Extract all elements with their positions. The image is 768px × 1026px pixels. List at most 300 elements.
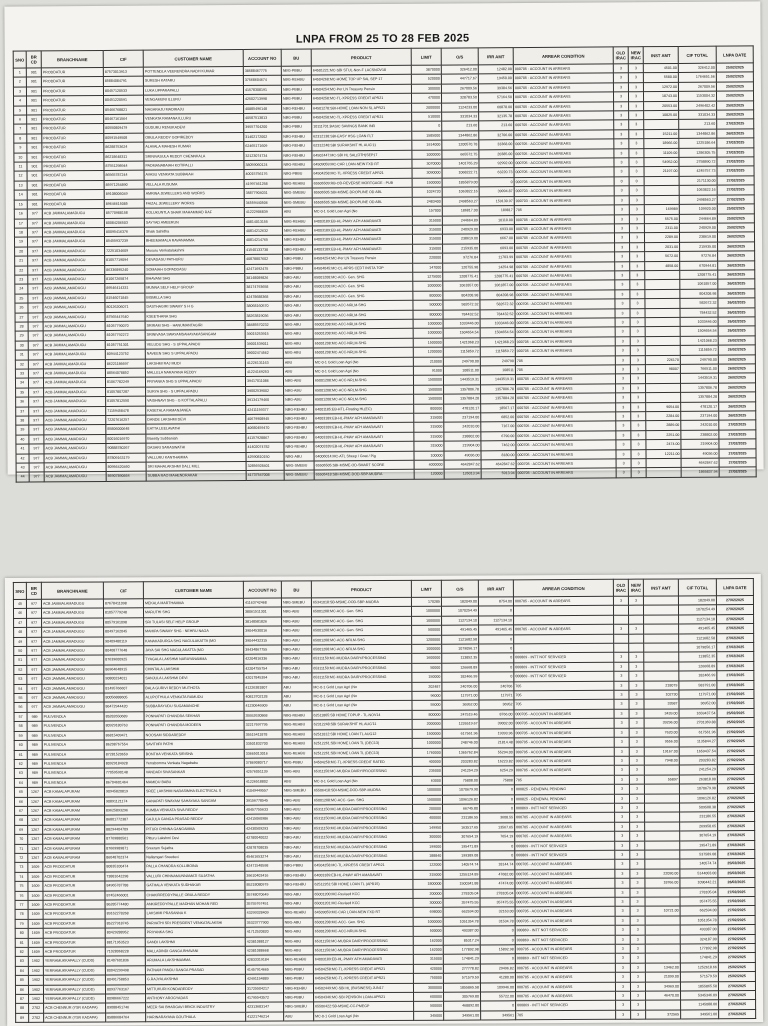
table-cell: 26/02/2025 xyxy=(718,307,755,317)
lnpa-table-bottom xyxy=(13,578,756,1023)
table-cell: 977 xyxy=(27,209,42,219)
table-cell: PRODDATUR xyxy=(41,67,103,77)
table-cell: 1226519.67 xyxy=(442,719,479,729)
table-cell: 39134179460 xyxy=(246,395,284,405)
table-cell: 80929184928 xyxy=(104,759,144,769)
table-cell: 000869 - INTT NOT SERVICED xyxy=(515,954,615,964)
table-cell: 16 xyxy=(14,209,27,218)
table-cell: 69 xyxy=(15,825,28,834)
table-cell: 70 xyxy=(15,835,28,844)
table-cell: 65001208:MC-ACC-NRLM-SHG xyxy=(312,635,412,645)
table-cell: 40015756176 xyxy=(244,170,282,180)
table-cell xyxy=(645,841,680,851)
table-cell: 20385.00 xyxy=(479,149,514,159)
table-cell: 1401765.29 xyxy=(442,159,479,169)
table-cell: 3 xyxy=(628,596,643,605)
table-cell: 27/02/2025 xyxy=(719,439,756,449)
column-header: ACCOUNT NO xyxy=(243,581,281,598)
table-cell: 7462.00 xyxy=(481,441,516,451)
report-sheet-bottom xyxy=(5,574,763,1026)
table-cell: 3 xyxy=(629,794,644,803)
table-cell: 62512261:SBI HOME LOAN TL (DEC13) xyxy=(312,738,412,748)
table-cell xyxy=(645,289,680,299)
table-cell: 85886684764 xyxy=(106,1013,146,1023)
table-cell: 80016016970 xyxy=(106,434,146,444)
table-cell: 1267 xyxy=(28,825,43,834)
table-cell: 76 xyxy=(15,891,28,900)
table-cell: 977 xyxy=(28,275,43,285)
table-cell: 35748070649 xyxy=(245,890,283,900)
table-cell: NOOSAM SIDDAREDDY xyxy=(144,730,244,740)
table-cell: 2702 xyxy=(29,1013,44,1022)
table-cell: ACB JAMMALAMADUGU xyxy=(42,237,104,247)
table-cell: 493387.00 xyxy=(680,925,718,935)
table-cell: 43 xyxy=(16,463,29,472)
table-cell: NBG-ABU xyxy=(282,645,312,655)
table-cell: ABU xyxy=(284,1012,314,1022)
table-cell: 000705 - ACCOUNT IN ARREARS xyxy=(515,318,615,328)
column-header: BRANCHNAME xyxy=(41,582,103,599)
table-cell: 8766.00 xyxy=(479,710,514,720)
table-cell: 3 xyxy=(629,671,644,680)
table-cell: 215935.00 xyxy=(680,242,718,252)
table-cell: VELUDU SHG - S UPPALAPADU xyxy=(145,339,245,349)
table-cell: ACB JAMMALAMADUGU xyxy=(42,209,104,219)
table-cell: 44 xyxy=(16,472,29,481)
table-cell: 447717.67 xyxy=(441,74,478,84)
table-cell: 26/02/2025 xyxy=(719,392,756,402)
table-cell: 200000 xyxy=(413,804,443,814)
table-cell: ACB JAMMALAMADUGU xyxy=(43,293,105,303)
column-header: LNPA DATE xyxy=(716,579,753,596)
table-cell: 000705 - ACCOUNT IN ARREARS xyxy=(514,111,614,121)
table-cell: 27/02/2025 xyxy=(717,737,754,747)
table-cell: 97276.84 xyxy=(680,251,718,261)
table-cell: 65001201:MC-Revised KCC xyxy=(313,898,413,908)
table-cell: NBG-PBBU xyxy=(284,993,314,1003)
table-cell: 537589.08 xyxy=(680,850,718,860)
table-cell: 600000 xyxy=(414,992,444,1002)
table-cell: 3 xyxy=(614,158,629,168)
table-cell: 86964648915 xyxy=(104,665,144,675)
table-cell: 86048702374 xyxy=(105,853,145,863)
table-cell: 000705 - ACCOUNT IN ARREARS xyxy=(515,374,615,384)
table-cell: 3 xyxy=(615,963,630,972)
table-cell: 9556.00 xyxy=(644,737,679,747)
table-cell xyxy=(645,897,680,907)
table-cell: ACB JAMMALAMADUGU xyxy=(44,463,106,473)
table-cell: 1504654.54 xyxy=(443,328,480,338)
table-cell: 0 xyxy=(614,177,629,187)
table-cell: 670944.81 xyxy=(680,261,718,271)
table-cell: 977 xyxy=(29,463,44,473)
table-cell: 300000 xyxy=(413,898,443,908)
table-cell: 571579.59 xyxy=(443,973,480,983)
table-cell: 1609 xyxy=(28,863,43,872)
table-cell: 126013.94 xyxy=(444,469,481,479)
table-cell: 1357806.78 xyxy=(481,384,516,394)
table-cell: NBG-SMEBU xyxy=(282,786,312,796)
table-cell: 102730 xyxy=(644,690,679,700)
table-cell: 62511812:SBI HOME LOAN TL AUG12 xyxy=(312,729,412,739)
table-cell: 80929180763 xyxy=(104,721,144,731)
table-cell: 1902 xyxy=(28,985,43,994)
table-cell: 16223.82 xyxy=(479,757,514,767)
table-cell: 4 xyxy=(14,96,27,105)
table-cell: 65001208:MC-ACC- Gen. SHG xyxy=(311,607,411,617)
table-cell: 3 xyxy=(613,64,628,74)
table-cell: 8754.00 xyxy=(478,597,513,607)
table-cell: 3 xyxy=(629,653,644,662)
table-cell: NBG-PBBU xyxy=(282,758,312,768)
table-cell: 1609 xyxy=(28,881,43,890)
table-cell: 75 xyxy=(15,882,28,891)
table-cell: MARUTHI SHG xyxy=(143,608,243,618)
table-cell: 1070679.90 xyxy=(442,785,479,795)
report-title: LNPA FROM 25 TO 28 FEB 2025 xyxy=(295,32,470,46)
table-cell: 000705 - ACCOUNT IN ARREARS xyxy=(516,440,616,450)
table-cell: 40878807602 xyxy=(245,254,283,264)
table-cell: 140574.74 xyxy=(680,859,718,869)
table-cell: AVASU VENKATA SUBBAIAH xyxy=(144,170,244,180)
table-cell: 3 xyxy=(629,130,644,140)
table-cell: 18966.00 xyxy=(644,139,679,149)
table-cell: NBG-REHBU xyxy=(283,880,313,890)
table-cell: NBG-ABU xyxy=(283,927,313,937)
table-cell: 59 xyxy=(14,731,27,740)
table-cell: 500000 xyxy=(412,625,442,635)
table-cell: 977 xyxy=(28,378,43,388)
table-cell: 38148581826 xyxy=(244,617,282,627)
table-cell: 89646615085 xyxy=(104,199,144,209)
table-cell: 31725504217 xyxy=(245,984,283,994)
table-cell: 000705 - ACCOUNT IN ARREARS xyxy=(513,64,613,74)
table-cell: 705 xyxy=(514,700,614,710)
table-cell: ACB JAMMALAMADUGU xyxy=(43,340,105,350)
table-cell: 315000 xyxy=(413,244,443,254)
table-cell: 39384.56 xyxy=(478,83,513,93)
table-cell: 0 xyxy=(479,634,514,644)
table-cell: SRINIVASA SWAYAMSAHAYAKASANGAM xyxy=(145,330,245,340)
table-cell: 000705 - ACCOUNT IN ARREARS xyxy=(514,177,614,187)
table-cell: 2483400 xyxy=(412,197,442,207)
table-cell: 80835100474 xyxy=(105,862,145,872)
table-cell: 315000 xyxy=(414,432,444,442)
table-cell: NBG-REHBU xyxy=(284,442,314,452)
table-cell: 1865837.94 xyxy=(681,468,719,478)
table-cell: 2701369.88 xyxy=(679,718,717,728)
table-cell: 10110.00 xyxy=(479,215,514,225)
table-cell: 82 xyxy=(15,947,28,956)
table-cell: NBG-ABU xyxy=(283,805,313,815)
table-cell: 3 xyxy=(615,831,630,840)
table-cell: 326412.00 xyxy=(678,63,716,73)
table-cell: 705 xyxy=(515,365,615,375)
table-cell: 3 xyxy=(631,383,646,393)
table-cell: 977 xyxy=(29,397,44,407)
table-cell xyxy=(644,195,679,205)
table-cell: 901 xyxy=(27,200,42,210)
table-cell: 25/02/2025 xyxy=(716,91,753,101)
table-cell xyxy=(514,615,614,625)
table-cell: 989 xyxy=(27,731,42,740)
table-cell: NBG-PBBU xyxy=(281,94,311,104)
table-cell xyxy=(645,925,680,935)
table-cell: 000705 - ACCOUNT IN ARREARS xyxy=(514,224,614,234)
table-cell: 3 xyxy=(615,803,630,812)
table-cell: 1153004.32 xyxy=(678,91,716,101)
table-cell: 32856928401 xyxy=(246,461,284,471)
table-cell: 400000 xyxy=(412,757,442,767)
table-cell: NBG-ABU xyxy=(283,946,313,956)
table-cell: 117971 xyxy=(479,691,514,701)
table-cell: 000705 - ACCOUNT IN ARREARS xyxy=(515,280,615,290)
column-header: CIF xyxy=(103,50,143,67)
table-cell: 3 xyxy=(614,747,629,756)
table-cell: ACB PRODDATUR xyxy=(43,919,105,929)
table-cell: 26/02/2025 xyxy=(718,298,755,308)
table-cell: 3 xyxy=(613,596,628,605)
table-cell: ACB PRODDATUR xyxy=(43,947,105,957)
table-cell: 20 xyxy=(15,247,28,256)
table-cell: 3 xyxy=(615,860,630,869)
table-cell: NBG-REHBU xyxy=(282,711,312,721)
table-cell: 27/02/2025 xyxy=(718,925,755,935)
table-cell: 56 xyxy=(14,703,27,712)
table-cell: PULIVENDLA xyxy=(42,749,104,759)
table-cell: 3 xyxy=(631,449,646,459)
table-cell: 4245757.73 xyxy=(679,167,717,177)
table-cell: ACB JAMMALAMADUGU xyxy=(43,350,105,360)
table-cell: 1357884.28 xyxy=(444,394,481,404)
table-cell: LAKSHMI RAJ MUDI xyxy=(145,358,245,368)
table-cell: 1121682.58 xyxy=(679,633,717,643)
table-cell: 000705 - ACCOUNT IN ARREARS xyxy=(514,233,614,243)
table-cell: ALAVALA MAHESH KUMAR xyxy=(144,142,244,152)
table-cell: NBG-REHBU xyxy=(282,748,312,758)
table-cell: NBG-ABU xyxy=(283,339,313,349)
table-cell: 65506505:SBI-MSME-DROPLINE OD ABL xyxy=(312,188,412,198)
table-cell: 81 xyxy=(15,938,28,947)
table-cell: 15211.00 xyxy=(644,129,679,139)
table-cell: 977 xyxy=(28,303,43,313)
table-cell: NBG-ABU xyxy=(281,607,311,617)
table-cell: 3 xyxy=(629,186,644,196)
table-cell: ACB JAMMALAMADUGU xyxy=(44,453,106,463)
table-cell: 3 xyxy=(630,831,645,840)
table-cell: 27/02/2025 xyxy=(717,643,754,653)
column-header: ACCOUNT NO xyxy=(243,49,281,66)
table-cell: 000705 - ACCOUNT IN ARREARS xyxy=(514,756,614,766)
table-cell: AMRINA JEWELLERS AND WORKS xyxy=(144,189,244,199)
table-cell: 3 xyxy=(629,718,644,727)
table-cell: 64504254:MC-Per LN Treasury Pensio xyxy=(311,84,411,94)
table-cell: 1609 xyxy=(28,938,43,947)
table-cell: 000705 - ACCOUNT IN ARREARS xyxy=(515,869,615,879)
table-cell: 2289.00 xyxy=(644,233,679,243)
table-cell: 3 xyxy=(616,412,631,422)
table-cell: 977 xyxy=(28,256,43,266)
table-cell: DASTHAGIRI SWAMY S H G xyxy=(145,302,245,312)
table-cell: CHAKIRREDDYPALLE OBULA REDDY xyxy=(145,890,245,900)
table-cell: 25/02/2025 xyxy=(716,63,753,73)
table-cell: 55 xyxy=(14,693,27,702)
table-cell: 65341018:SB-MSME-OOD-SBP-MUDRA xyxy=(311,597,411,607)
table-cell: 200000 xyxy=(413,889,443,899)
table-cell: 977 xyxy=(28,322,43,332)
table-cell: 87551298944 xyxy=(104,161,144,171)
table-cell: 33587 xyxy=(644,699,679,709)
table-cell: 42780040022 xyxy=(245,833,283,843)
table-cell: 977 xyxy=(28,369,43,379)
table-cell: 65001208:MC-ACC-NRLM-SHG xyxy=(313,329,413,339)
column-header: PRODUCT xyxy=(311,48,411,66)
table-cell: PRODDATUR xyxy=(42,105,104,115)
column-header: LNPA DATE xyxy=(716,46,753,63)
table-cell: 3 xyxy=(613,73,628,83)
table-cell: NBG-PBBU xyxy=(281,66,311,76)
table-cell: 231186.55 xyxy=(680,812,718,822)
table-cell: 42502713998 xyxy=(243,94,281,104)
table-cell: 47474.00 xyxy=(480,879,515,889)
table-cell: 14 xyxy=(14,190,27,199)
table-cell: 10721.00 xyxy=(645,906,680,916)
table-cell: 1000000 xyxy=(412,644,442,654)
table-cell: 3 xyxy=(628,82,643,92)
table-cell: 42313683147 xyxy=(246,1002,284,1012)
table-cell: 800000 xyxy=(412,710,442,720)
table-cell: 65311150:MC-MUDRA DAIRY/PROCESSING xyxy=(313,833,413,843)
table-cell: 000705 - ACCOUNT IN ARREARS xyxy=(516,459,616,469)
table-cell: 65311150:MC-MUDRA DAIRY/PROCESSING xyxy=(313,804,413,814)
table-cell: 989 xyxy=(27,722,42,731)
table-cell: 26/02/2025 xyxy=(718,242,755,252)
table-cell: ACB JAMMALAMADUGU xyxy=(44,415,106,425)
table-cell: 3 xyxy=(630,925,645,934)
table-cell: 38148089826 xyxy=(245,273,283,283)
table-cell: CHINTALA LAKSHMI xyxy=(144,664,244,674)
table-cell: 000705 - ACCOUNT IN ARREARS xyxy=(515,299,615,309)
table-cell: 117971.00 xyxy=(679,690,717,700)
table-cell: PRODDATUR xyxy=(42,114,104,124)
table-cell: 901 xyxy=(27,171,42,181)
table-cell: 65001208:MC-ACC- Gen. SHG xyxy=(312,616,412,626)
table-cell: PULIVENDLA xyxy=(42,768,104,778)
table-cell: 27/02/2025 xyxy=(717,166,754,176)
table-cell: 901 xyxy=(27,143,42,153)
table-cell xyxy=(644,186,679,196)
table-cell: 81057807287 xyxy=(106,387,146,397)
table-cell: 64003189:EB-HL-PMAY AFH AMARAVATI xyxy=(313,244,413,254)
table-cell: 55897 xyxy=(644,775,679,785)
table-cell: 3 xyxy=(614,662,629,671)
table-cell: 41163742468 xyxy=(243,598,281,608)
table-cell: 000705 - ACCOUNT IN ARREARS xyxy=(514,728,614,738)
table-cell xyxy=(645,336,680,346)
table-cell: ACB KAMALAPURAM xyxy=(43,825,105,835)
table-cell: 12482.00 xyxy=(478,65,513,75)
table-cell: 81057751301 xyxy=(105,340,145,350)
table-cell: 989 xyxy=(27,740,42,749)
table-cell: 22 xyxy=(15,266,28,275)
table-cell: 64509059:MC-CAR LOAN-NEW FXD RT xyxy=(313,908,413,918)
table-cell: 3 xyxy=(629,624,644,633)
table-cell: 80084206503 xyxy=(104,218,144,228)
table-cell: 24 xyxy=(15,284,28,293)
table-cell: 12211.00 xyxy=(646,449,681,459)
table-cell: ACB JAMMALAMADUGU xyxy=(42,655,104,665)
table-cell xyxy=(644,765,679,775)
table-cell: 85317.24 xyxy=(443,936,480,946)
table-cell: ACB PRODDATUR xyxy=(43,872,105,882)
table-cell: 64003189:EB-HL-PMAY AFH AMARAVATI xyxy=(312,225,412,235)
table-cell: 27/02/2025 xyxy=(716,596,753,606)
table-cell: 3 xyxy=(630,822,645,831)
table-cell: 240706 xyxy=(479,681,514,691)
table-cell: 3 xyxy=(630,242,645,252)
table-cell: 27/02/2025 xyxy=(718,953,755,963)
table-cell: ACB JAMMALAMADUGU xyxy=(44,444,106,454)
table-cell: 3 xyxy=(615,252,630,262)
table-cell: 1914000 xyxy=(412,140,442,150)
table-cell: GUDURU RENUKADEVI xyxy=(144,123,244,133)
table-cell xyxy=(645,859,680,869)
table-cell: 1068222.71 xyxy=(442,168,479,178)
table-cell: 80497162045 xyxy=(104,627,144,637)
table-cell: 80429288952 xyxy=(105,928,145,938)
table-cell: 65001208:MC-ACC- Gen. SHG xyxy=(313,291,413,301)
table-cell: 1127134.10 xyxy=(442,616,479,626)
table-cell: 0 xyxy=(479,177,514,187)
table-cell: 88 xyxy=(16,1004,29,1013)
table-cell: NBG-SMEBU xyxy=(281,598,311,608)
table-cell: 64504045:MC-CL-APRS CEDT INSTA TOP xyxy=(313,263,413,273)
table-body-bottom xyxy=(13,596,755,1023)
table-cell: KOLUKUNTLA SHAIK MAHAMMAD RAF xyxy=(144,208,244,218)
table-cell: 000705 - ACCOUNT IN ARREARS xyxy=(514,120,614,130)
table-cell: 1127134.10 xyxy=(479,616,514,626)
table-cell: ACB JAMMALAMADUGU xyxy=(42,227,104,237)
table-cell: 989 xyxy=(27,759,42,768)
table-cell: 3 xyxy=(614,130,629,140)
column-header: ARREAR CONDITION xyxy=(513,579,613,597)
table-cell: Sreeram Sujatha xyxy=(145,843,245,853)
table-cell: 42204816336 xyxy=(244,654,282,664)
table-cell: 74 xyxy=(15,872,28,881)
table-cell: 3 xyxy=(630,374,645,384)
table-cell: 3 xyxy=(631,393,646,403)
table-cell: 81067265874 xyxy=(105,274,145,284)
table-cell: 89625893296 xyxy=(105,806,145,816)
table-cell: 87669989871 xyxy=(105,843,145,853)
table-cell: 1500000 xyxy=(412,178,442,188)
table-cell: MC-0-1 Gold Loan Agri (No xyxy=(312,682,412,692)
table-cell: DASARI SARASWATHI xyxy=(146,443,246,453)
table-cell: 3 xyxy=(614,101,629,111)
table-cell: 238802.00 xyxy=(444,432,481,442)
table-cell: 000705 - ACCOUNT IN ARREARS xyxy=(514,709,614,719)
table-cell: 3 xyxy=(615,897,630,906)
table-cell: 315000 xyxy=(412,216,442,226)
table-cell: 53 xyxy=(14,675,27,684)
table-cell: 901 xyxy=(26,77,41,87)
table-cell: 64 xyxy=(14,778,27,787)
table-cell: 170285 xyxy=(411,597,441,607)
table-cell: 40814214765 xyxy=(244,236,282,246)
table-cell: 000825 - RENEWAL PENDING xyxy=(514,784,614,794)
table-cell: 5672.00 xyxy=(645,252,680,262)
table-cell: 27/02/2025 xyxy=(717,624,754,634)
